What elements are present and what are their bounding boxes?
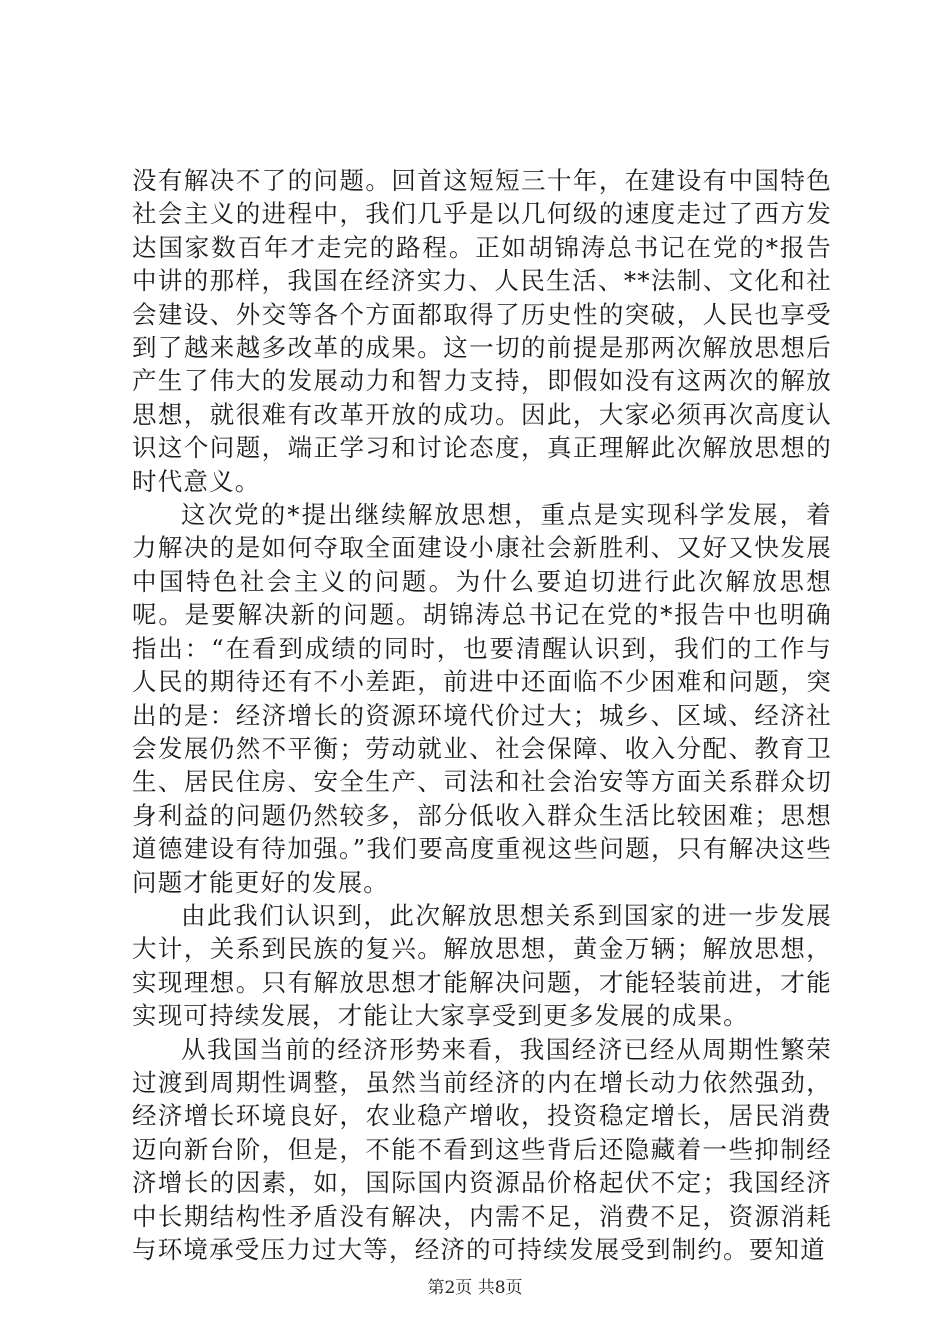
paragraph-4: 从我国当前的经济形势来看，我国经济已经从周期性繁荣过渡到周期性调整，虽然当前经济的内在增长动力依然强劲，经济增长环境良好，农业稳产增收，投资稳定增长，居民消费迈向新台阶，但是，不能不看到这些背后还隐藏着一些抑制经济增长的因素，如，国际国内资源品价格起伏不定；我国经济中长期结构性矛盾没有解决，内需不足，消费不足，资源消耗与环境承受压力过大等，经济的可持续发展受到制约。要知道	[132, 1034, 832, 1264]
paragraph-2: 这次党的*提出继续解放思想，重点是实现科学发展，着力解决的是如何夺取全面建设小康社会新胜利、又好又快发展中国特色社会主义的问题。为什么要迫切进行此次解放思想呢。是要解决新的问题。胡锦涛总书记在党的*报告中也明确指出：“在看到成绩的同时，也要清醒认识到，我们的工作与人民的期待还有不小差距，前进中还面临不少困难和问题，突出的是：经济增长的资源环境代价过大；城乡、区域、经济社会发展仍然不平衡；劳动就业、社会保障、收入分配、教育卫生、居民住房、安全生产、司法和社会治安等方面关系群众切身利益的问题仍然较多，部分低收入群众生活比较困难；思想道德建设有待加强。”我们要高度重视这些问题，只有解决这些问题才能更好的发展。	[132, 500, 832, 897]
page-number: 第2页 共8页	[427, 1278, 523, 1298]
page-footer	[0, 1273, 950, 1298]
paragraph-1: 没有解决不了的问题。回首这短短三十年，在建设有中国特色社会主义的进程中，我们几乎是以几何级的速度走过了西方发达国家数百年才走完的路程。正如胡锦涛总书记在党的*报告中讲的那样，我国在经济实力、人民生活、**法制、文化和社会建设、外交等各个方面都取得了历史性的突破，人民也享受到了越来越多改革的成果。这一切的前提是那两次解放思想后产生了伟大的发展动力和智力支持，即假如没有这两次的解放思想，就很难有改革开放的成功。因此，大家必须再次高度认识这个问题，端正学习和讨论态度，真正理解此次解放思想的时代意义。	[132, 166, 832, 496]
document-body	[132, 164, 832, 1266]
paragraph-3: 由此我们认识到，此次解放思想关系到国家的进一步发展大计，关系到民族的复兴。解放思想，黄金万辆；解放思想，实现理想。只有解放思想才能解决问题，才能轻装前进，才能实现可持续发展，才能让大家享受到更多发展的成果。	[132, 900, 832, 1031]
